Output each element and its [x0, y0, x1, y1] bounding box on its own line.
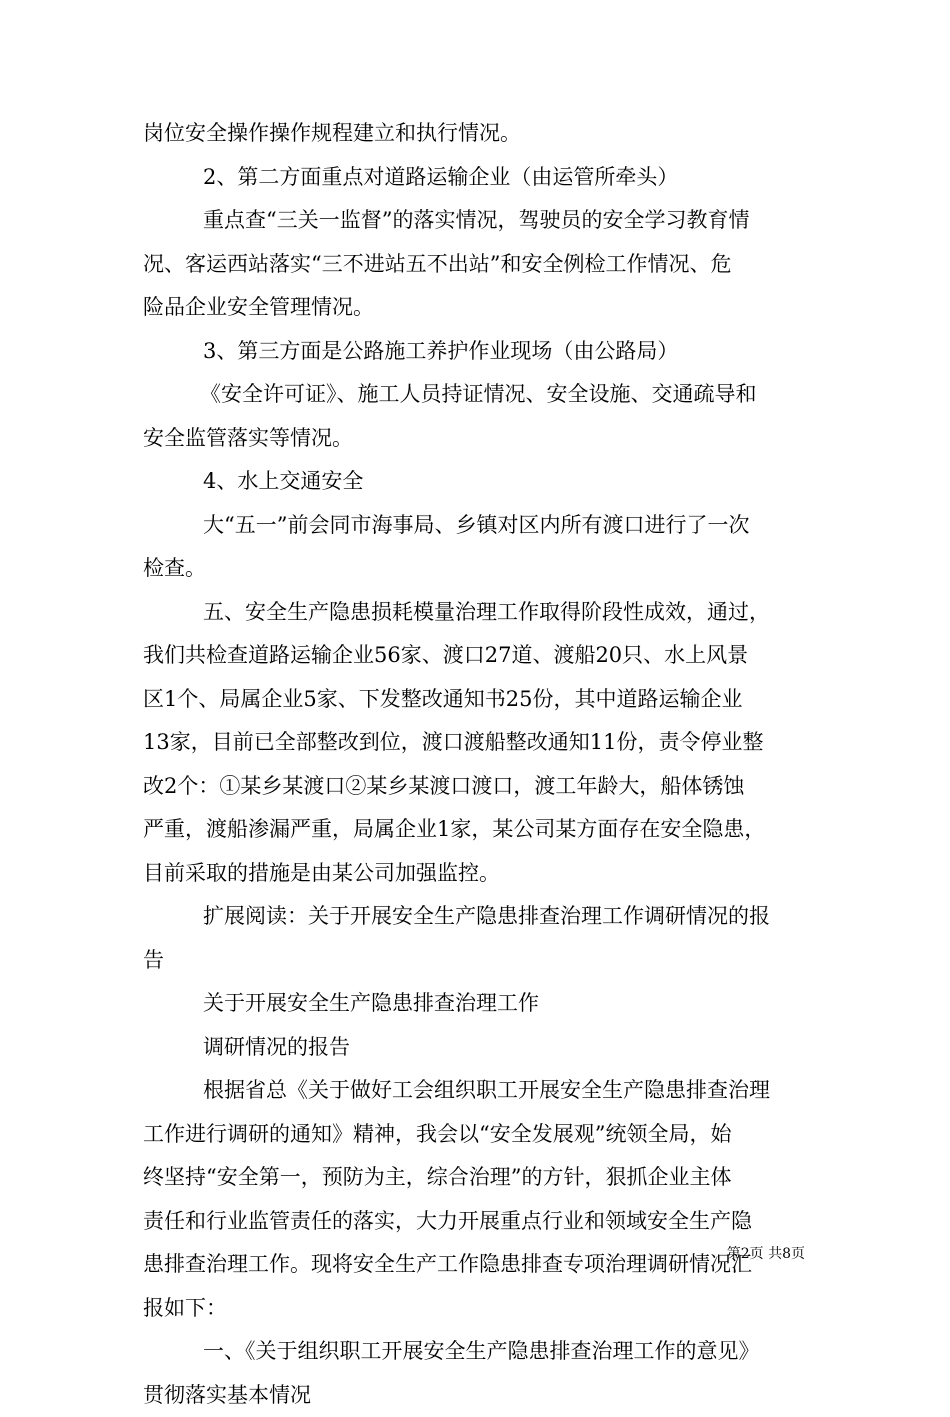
- text-line: 关于开展安全生产隐患排查治理工作: [143, 982, 823, 1026]
- text-line: 安全监管落实等情况。: [143, 417, 823, 461]
- text-line: 报如下：: [143, 1287, 823, 1331]
- text-line: 13家，目前已全部整改到位，渡口渡船整改通知11份，责令停业整: [143, 721, 823, 765]
- text-line: 一、《关于组织职工开展安全生产隐患排查治理工作的意见》: [143, 1330, 823, 1374]
- text-line: 终坚持“安全第一，预防为主，综合治理”的方针，狠抓企业主体: [143, 1156, 823, 1200]
- document-body: [143, 112, 823, 1417]
- text-line: 险品企业安全管理情况。: [143, 286, 823, 330]
- text-line: 我们共检查道路运输企业56家、渡口27道、渡船20只、水上风景: [143, 634, 823, 678]
- text-line: 患排查治理工作。现将安全生产工作隐患排查专项治理调研情况汇: [143, 1243, 823, 1287]
- text-line: 《安全许可证》、施工人员持证情况、安全设施、交通疏导和: [143, 373, 823, 417]
- text-line: 重点查“三关一监督”的落实情况，驾驶员的安全学习教育情: [143, 199, 823, 243]
- text-line: 责任和行业监管责任的落实，大力开展重点行业和领域安全生产隐: [143, 1200, 823, 1244]
- page-number: 第2页 共8页: [0, 1244, 805, 1264]
- text-line: 目前采取的措施是由某公司加强监控。: [143, 852, 823, 896]
- text-line: 告: [143, 939, 823, 983]
- text-line: 根据省总《关于做好工会组织职工开展安全生产隐患排查治理: [143, 1069, 823, 1113]
- text-line: 3、第三方面是公路施工养护作业现场（由公路局）: [143, 330, 823, 374]
- text-line: 工作进行调研的通知》精神，我会以“安全发展观”统领全局，始: [143, 1113, 823, 1157]
- text-line: 改2个：①某乡某渡口②某乡某渡口渡口，渡工年龄大，船体锈蚀: [143, 765, 823, 809]
- text-line: 调研情况的报告: [143, 1026, 823, 1070]
- text-line: 大“五一”前会同市海事局、乡镇对区内所有渡口进行了一次: [143, 504, 823, 548]
- text-line: 况、客运西站落实“三不进站五不出站”和安全例检工作情况、危: [143, 243, 823, 287]
- text-line: 岗位安全操作操作规程建立和执行情况。: [143, 112, 823, 156]
- text-line: 贯彻落实基本情况: [143, 1374, 823, 1417]
- text-line: 检查。: [143, 547, 823, 591]
- text-line: 4、水上交通安全: [143, 460, 823, 504]
- text-line: 严重，渡船渗漏严重，局属企业1家，某公司某方面存在安全隐患，: [143, 808, 823, 852]
- text-line: 扩展阅读：关于开展安全生产隐患排查治理工作调研情况的报: [143, 895, 823, 939]
- text-line: 五、安全生产隐患损耗模量治理工作取得阶段性成效，通过，: [143, 591, 823, 635]
- text-line: 区1个、局属企业5家、下发整改通知书25份，其中道路运输企业: [143, 678, 823, 722]
- text-line: 2、第二方面重点对道路运输企业（由运管所牵头）: [143, 156, 823, 200]
